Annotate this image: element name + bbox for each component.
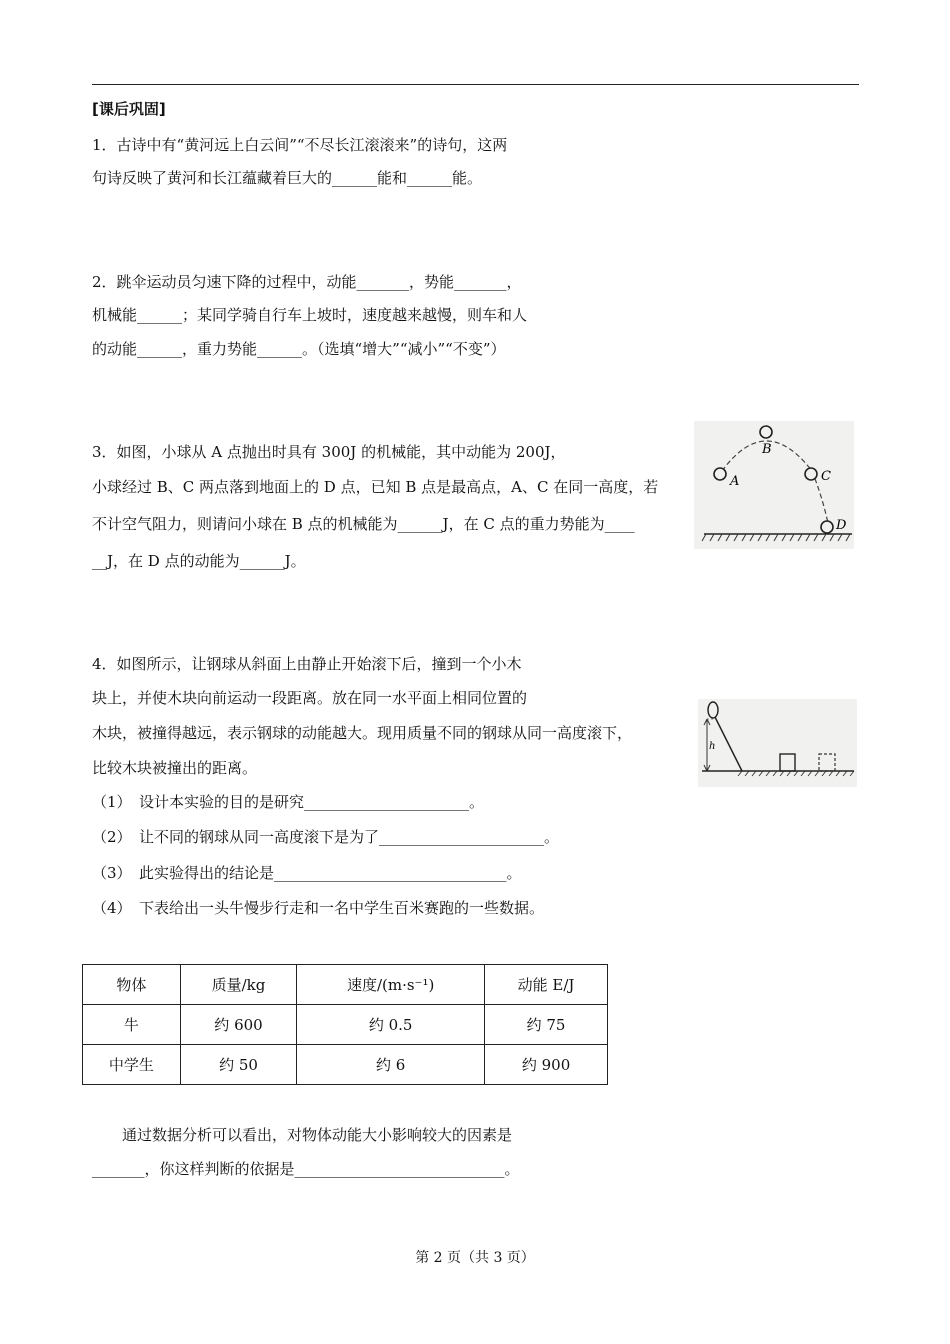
table-row (83, 1005, 608, 1045)
ball-d (821, 521, 833, 533)
conclusion-line-2: _______，你这样判断的依据是____________________________。 (92, 1160, 520, 1178)
q2-line-1: 2．跳伞运动员匀速下降的过程中，动能_______，势能_______， (92, 273, 522, 291)
table-header-row (83, 965, 608, 1005)
ball-a (714, 468, 726, 480)
label-h: h (709, 741, 716, 752)
header-cell: 速度/(m·s⁻¹) (297, 965, 485, 1005)
ramp-diagram (698, 699, 857, 787)
page-footer: 第 2 页（共 3 页） (415, 1250, 535, 1266)
table-cell: 中学生 (83, 1045, 181, 1085)
q2-line-3: 的动能______，重力势能______。（选填“增大”“减小”“不变”） (92, 340, 506, 358)
header-cell: 物体 (83, 965, 181, 1005)
table-cell: 约 6 (297, 1045, 485, 1085)
data-table (82, 964, 608, 1085)
table-cell: 约 0.5 (297, 1005, 485, 1045)
q4-sub-4: （4） 下表给出一头牛慢步行走和一名中学生百米赛跑的一些数据。 (92, 899, 545, 917)
section-title: [课后巩固] (92, 100, 166, 118)
trajectory-figure (694, 421, 854, 549)
label-b: B (762, 442, 772, 457)
ball-c (805, 468, 817, 480)
q3-line-1: 3．如图，小球从 A 点抛出时具有 300J 的机械能，其中动能为 200J， (92, 443, 566, 461)
q3-line-2: 小球经过 B、C 两点落到地面上的 D 点，已知 B 点是最高点，A、C 在同一高度，若 (92, 478, 659, 496)
table-cell: 约 600 (180, 1005, 296, 1045)
q4-line-1: 4．如图所示，让钢球从斜面上由静止开始滚下后，撞到一个小木 (92, 655, 522, 673)
label-d: D (836, 518, 847, 533)
conclusion-line-1: 通过数据分析可以看出，对物体动能大小影响较大的因素是 (92, 1126, 513, 1144)
q3-line-3: 不计空气阻力，则请问小球在 B 点的机械能为______J，在 C 点的重力势能为____ (92, 515, 635, 533)
q1-line-2: 句诗反映了黄河和长江蕴藏着巨大的______能和______能。 (92, 169, 483, 187)
q4-sub-3: （3） 此实验得出的结论是_______________________________。 (92, 864, 522, 882)
q4-sub-2: （2） 让不同的钢球从同一高度滚下是为了______________________。 (92, 828, 560, 846)
table-cell: 约 900 (485, 1045, 608, 1085)
trajectory-diagram (694, 421, 854, 549)
label-a: A (730, 474, 740, 489)
ramp-figure (698, 699, 857, 787)
header-cell: 动能 E/J (485, 965, 608, 1005)
top-rule (92, 84, 859, 85)
label-c: C (821, 469, 831, 484)
moved-block (819, 754, 835, 771)
q4-line-4: 比较木块被撞出的距离。 (92, 759, 258, 777)
table-cell: 约 75 (485, 1005, 608, 1045)
ball-b (760, 426, 772, 438)
ramp-line (714, 715, 742, 771)
q4-line-3: 木块，被撞得越远，表示钢球的动能越大。现用质量不同的钢球从同一高度滚下， (92, 724, 633, 742)
table-row (83, 1045, 608, 1085)
q3-line-4: __J，在 D 点的动能为______J。 (92, 552, 306, 570)
wood-block (780, 754, 795, 771)
q4-sub-1: （1） 设计本实验的目的是研究______________________。 (92, 793, 485, 811)
table-cell: 约 50 (180, 1045, 296, 1085)
q4-line-2: 块上，并使木块向前运动一段距离。放在同一水平面上相同位置的 (92, 689, 528, 707)
q1-line-1: 1．古诗中有“黄河远上白云间”“不尽长江滚滚来”的诗句，这两 (92, 136, 508, 154)
q2-line-2: 机械能______；某同学骑自行车上坡时，速度越来越慢，则车和人 (92, 306, 528, 324)
table-cell: 牛 (83, 1005, 181, 1045)
header-cell: 质量/kg (180, 965, 296, 1005)
steel-ball (708, 702, 718, 718)
